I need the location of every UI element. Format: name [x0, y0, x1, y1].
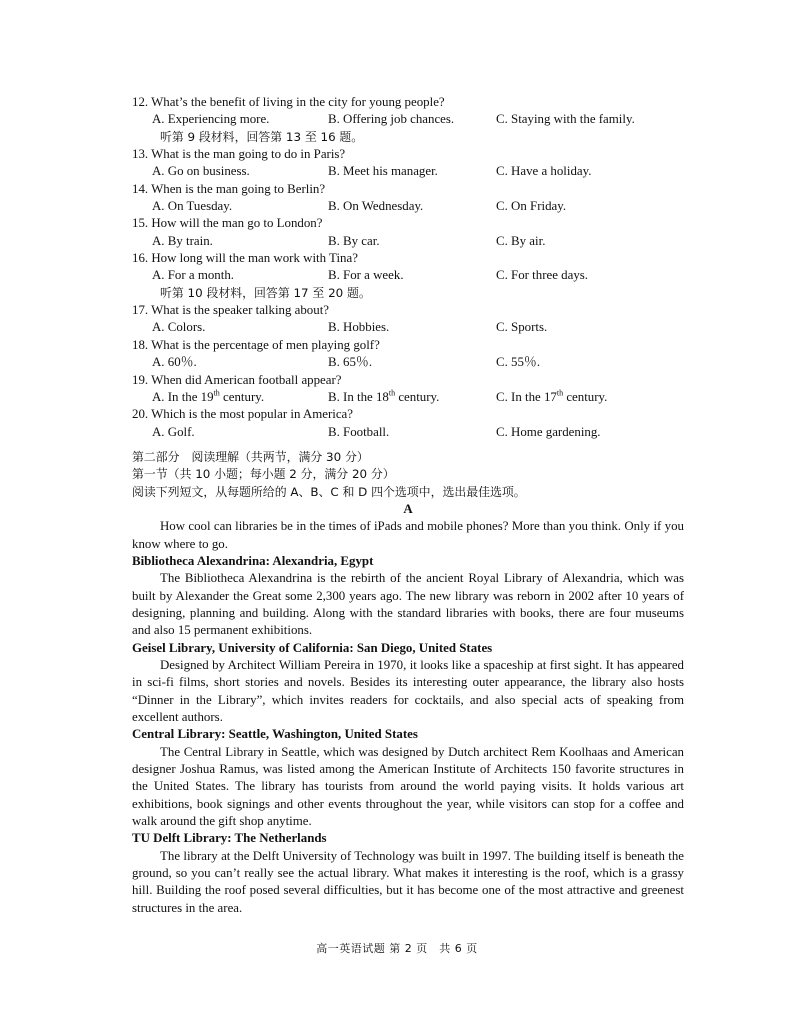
- option-c: C. On Friday.: [496, 199, 567, 214]
- options-15: [132, 233, 684, 250]
- options-14: [132, 198, 684, 215]
- ordinal-suffix: th: [388, 388, 396, 398]
- option-b: [328, 389, 439, 406]
- question-13: 13. What is the man going to do in Paris?: [132, 147, 346, 162]
- library-text-alexandrina: The Bibliotheca Alexandrina is the rebirth of the ancient Royal Library of Alexandria, which was built by Alexander the Great some 2,300 years ago. The new library was reborn in 2002 after 10 years of designing, planning and building. Along with the standard libraries with books, there are four museums and also 15 permanent exhibitions.: [132, 571, 684, 638]
- part-2-title: 第二部分 阅读理解（共两节，满分 30 分）: [132, 449, 369, 464]
- listening-note-10: 听第 10 段材料，回答第 17 至 20 题。: [160, 285, 371, 300]
- option-b: B. Hobbies.: [328, 320, 390, 335]
- option-b: B. By car.: [328, 233, 380, 248]
- exam-page: [132, 94, 684, 917]
- question-17: 17. What is the speaker talking about?: [132, 303, 330, 318]
- question-20: 20. Which is the most popular in America?: [132, 407, 354, 422]
- options-19: [132, 389, 684, 406]
- option-c: C. Staying with the family.: [496, 112, 635, 127]
- option-c-tail: century.: [563, 389, 608, 404]
- options-12: [132, 111, 684, 128]
- option-c: C. 55％.: [496, 355, 541, 370]
- page-footer: 高一英语试题 第 2 页 共 6 页: [316, 942, 478, 955]
- instructions: 阅读下列短文，从每题所给的 A、B、C 和 D 四个选项中，选出最佳选项。: [132, 484, 526, 499]
- ordinal-suffix: th: [213, 388, 220, 398]
- ordinal-suffix: th: [556, 388, 564, 398]
- option-b: B. For a week.: [328, 268, 404, 283]
- option-b: B. Meet his manager.: [328, 164, 438, 179]
- option-c: C. Sports.: [496, 320, 548, 335]
- listening-note-9: 听第 9 段材料，回答第 13 至 16 题。: [160, 129, 364, 144]
- question-12: 12. What’s the benefit of living in the city for young people?: [132, 95, 445, 109]
- option-a: A. Colors.: [152, 320, 206, 335]
- option-a-tail: century.: [219, 389, 265, 404]
- library-heading-seattle: Central Library: Seattle, Washington, United States: [132, 727, 418, 742]
- option-a: A. 60％.: [152, 355, 197, 370]
- question-15: 15. How will the man go to London?: [132, 216, 323, 231]
- library-text-seattle: The Central Library in Seattle, which was designed by Dutch architect Rem Koolhaas and American designer Joshua Ramus, was listed among the American Institute of Architects 150 favorite structures in the United States. The library has tourists from around the world paying visits. It holds various art exhibitions, book signings and other events throughout the year, while visitors can stop for a coffee and walk around the gift shop anytime.: [132, 744, 684, 829]
- library-heading-geisel: Geisel Library, University of California: San Diego, United States: [132, 640, 493, 655]
- passage-intro: How cool can libraries be in the times of iPads and mobile phones? More than you think. Only if you know where to go.: [132, 519, 684, 551]
- option-a-text: A. In the 19: [152, 389, 214, 404]
- question-19: 19. When did American football appear?: [132, 372, 342, 387]
- library-text-delft: The library at the Delft University of Technology was built in 1997. The building itself is beneath the ground, so you can’t really see the actual library. What makes it interesting is the roof, which is a grassy hill. Building the roof posed several difficulties, but it has become one of the most attractive and greenest structures in the area.: [132, 848, 684, 915]
- question-18: 18. What is the percentage of men playing golf?: [132, 337, 380, 352]
- library-text-geisel: Designed by Architect William Pereira in 1970, it looks like a spaceship at first sight. It has appeared in sci-fi films, short stories and novels. Besides its interesting outer appearance, the library also hosts “Dinner in the Library”, which invites readers for cocktails, and also special acts of speaking from excellent authors.: [132, 658, 684, 725]
- options-16: [132, 267, 684, 284]
- question-14: 14. When is the man going to Berlin?: [132, 181, 326, 196]
- option-b: B. 65％.: [328, 355, 373, 370]
- option-a: [152, 389, 264, 406]
- option-c: [496, 389, 607, 406]
- option-a: A. Golf.: [152, 424, 195, 439]
- option-a: A. By train.: [152, 233, 213, 248]
- option-c: C. Home gardening.: [496, 424, 601, 439]
- option-c: C. Have a holiday.: [496, 164, 592, 179]
- option-c: C. By air.: [496, 233, 546, 248]
- options-18: [132, 354, 684, 371]
- section-1-title: 第一节（共 10 小题；每小题 2 分，满分 20 分）: [132, 467, 395, 482]
- option-b: B. Offering job chances.: [328, 112, 455, 127]
- option-b-text: B. In the 18: [328, 389, 389, 404]
- options-13: [132, 163, 684, 180]
- option-c-text: C. In the 17: [496, 389, 557, 404]
- option-a: A. Go on business.: [152, 164, 250, 179]
- options-17: [132, 319, 684, 336]
- question-16: 16. How long will the man work with Tina?: [132, 251, 358, 266]
- option-b: B. On Wednesday.: [328, 199, 424, 214]
- option-b: B. Football.: [328, 424, 390, 439]
- option-a: A. On Tuesday.: [152, 199, 233, 214]
- library-heading-alexandrina: Bibliotheca Alexandrina: Alexandria, Egypt: [132, 553, 374, 568]
- option-c: C. For three days.: [496, 268, 589, 283]
- passage-label: A: [403, 501, 413, 516]
- library-heading-delft: TU Delft Library: The Netherlands: [132, 831, 327, 846]
- options-20: [132, 424, 684, 441]
- option-a: A. Experiencing more.: [152, 112, 270, 127]
- option-b-tail: century.: [395, 389, 440, 404]
- option-a: A. For a month.: [152, 268, 234, 283]
